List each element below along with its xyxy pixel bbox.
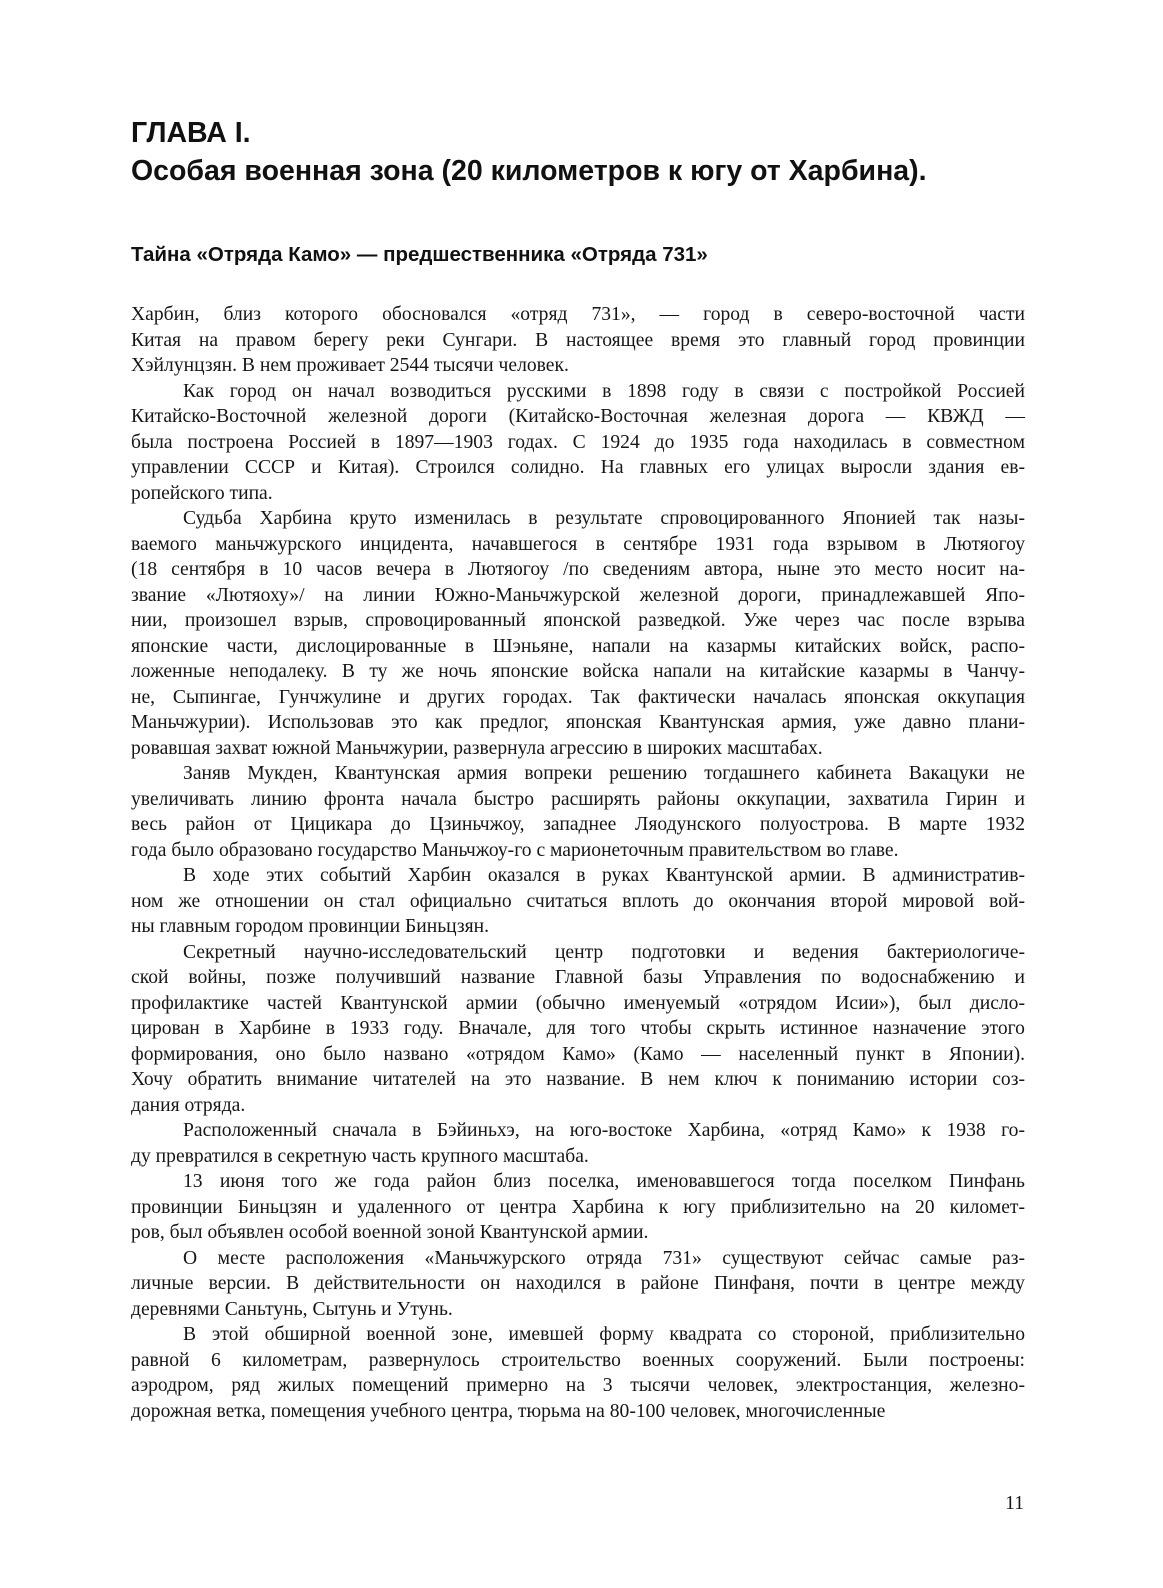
chapter-heading	[131, 114, 927, 190]
text-line: В этой обширной военной зоне, имевшей форму квадрата со стороной, приблизительно	[183, 1324, 1026, 1345]
text-line: ров, был объявлен особой военной зоной Квантунской армии.	[131, 1222, 649, 1243]
chapter-label: ГЛАВА I.	[131, 117, 251, 149]
text-line: Секретный научно-исследовательский центр подготовки и ведения бактериологиче-	[183, 941, 1025, 963]
text-line: весь район от Цицикара до Цзиньчжоу, западнее Ляодунского полуострова. В марте 1932	[131, 814, 1025, 835]
text-line: провинции Биньцзян и удаленного от центра Харбина к югу приблизительно на 20 километ-	[131, 1196, 1025, 1218]
text-line: равной 6 километрам, развернулось строительство военных сооружений. Были построены:	[131, 1349, 1025, 1371]
chapter-title: Особая военная зона (20 километров к югу от Харбина).	[131, 155, 927, 187]
text-line: Судьба Харбина круто изменилась в результате спровоцированного Японией так назы-	[183, 508, 1025, 529]
text-line: нии, произошел взрыв, спровоцированный японской разведкой. Уже через час после взрыва	[131, 610, 1025, 631]
text-line: аэродром, ряд жилых помещений примерно на 3 тысячи человек, электростанция, железно-	[131, 1375, 1025, 1396]
page-number: 11	[1005, 1493, 1024, 1514]
text-line: звание «Лютяоху»/ на линии Южно-Маньчжурской железной дороги, принадлежавшей Япо-	[131, 584, 1025, 606]
text-line: увеличивать линию фронта начала быстро расширять районы оккупации, захватила Гирин и	[131, 788, 1025, 810]
text-line: ложенные неподалеку. В ту же ночь японские войска напали на китайские казармы в Чанчу-	[131, 661, 1025, 682]
text-line: (18 сентября в 10 часов вечера в Лютяогоу /по сведениям автора, ныне это место носит на-	[131, 559, 1025, 580]
text-line: О месте расположения «Маньчжурского отряда 731» существуют сейчас самые раз-	[183, 1247, 1025, 1269]
text-line: В ходе этих событий Харбин оказался в руках Квантунской армии. В административ-	[183, 865, 1025, 886]
text-line: Харбин, близ которого обосновался «отряд 731», — город в северо-восточной части	[131, 304, 1025, 325]
text-line: была построена Россией в 1897—1903 годах. С 1924 до 1935 года находилась в совместном	[131, 431, 1025, 453]
text-line: Маньчжурии). Использовав это как предлог, японская Квантунская армия, уже давно плани-	[131, 712, 1025, 733]
text-line: ской войны, позже получивший название Главной базы Управления по водоснабжению и	[131, 967, 1025, 988]
text-line: Хэйлунцзян. В нем проживает 2544 тысячи человек.	[131, 355, 569, 376]
text-line: 13 июня того же года район близ поселка, именовавшегося тогда поселком Пинфань	[183, 1171, 1025, 1192]
text-line: управлении СССР и Китая). Строился солидно. На главных его улицах выросли здания ев-	[131, 457, 1025, 478]
text-line: цирован в Харбине в 1933 году. Вначале, для того чтобы скрыть истинное назначение этого	[131, 1018, 1025, 1039]
text-line: дорожная ветка, помещения учебного центра, тюрьма на 80-100 человек, многочисленные	[131, 1400, 886, 1422]
text-line: личные версии. В действительности он находился в районе Пинфаня, почти в центре между	[131, 1273, 1025, 1294]
text-line: не, Сыпингае, Гунчжулине и других городах. Так фактически началась японская оккупация	[131, 686, 1025, 708]
text-line: японские части, дислоцированные в Шэньяне, напали на казармы китайских войск, распо-	[131, 635, 1025, 657]
text-line: ваемого маньчжурского инцидента, начавшегося в сентябре 1931 года взрывом в Лютяогоу	[131, 533, 1025, 555]
text-line: Расположенный сначала в Бэйиньхэ, на юго-востоке Харбина, «отряд Камо» к 1938 го-	[183, 1120, 1025, 1141]
text-line: Заняв Мукден, Квантунская армия вопреки решению тогдашнего кабинета Вакацуки не	[183, 763, 1025, 784]
section-title: Тайна «Отряда Камо» — предшественника «Отряда 731»	[131, 243, 708, 266]
text-line: профилактике частей Квантунской армии (обычно именуемый «отрядом Исии»), был дисло-	[131, 992, 1025, 1014]
text-line: формирования, оно было названо «отрядом Камо» (Камо — населенный пункт в Японии).	[131, 1043, 1026, 1065]
text-line: Хочу обратить внимание читателей на это название. В нем ключ к пониманию истории соз-	[131, 1069, 1025, 1090]
body-text	[131, 302, 1025, 1424]
text-line: Китая на правом берегу реки Сунгари. В настоящее время это главный город провинции	[131, 329, 1025, 351]
text-line: дания отряда.	[131, 1094, 246, 1116]
text-line: ропейского типа.	[131, 482, 273, 504]
text-line: ду превратился в секретную часть крупного масштаба.	[131, 1145, 589, 1167]
text-line: Как город он начал возводиться русскими в 1898 году в связи с постройкой Россией	[183, 380, 1025, 402]
text-line: деревнями Саньтунь, Сытунь и Утунь.	[131, 1298, 453, 1320]
text-line: ровавшая захват южной Маньчжурии, развернула агрессию в широких масштабах.	[131, 737, 823, 759]
text-line: ном же отношении он стал официально считаться вплоть до окончания второй мировой вой-	[131, 890, 1025, 912]
text-line: года было образовано государство Маньчжоу-го с марионеточным правительством во главе.	[131, 839, 899, 861]
text-line: Китайско-Восточной железной дороги (Китайско-Восточная железная дорога — КВЖД —	[131, 406, 1025, 427]
text-line: ны главным городом провинции Биньцзян.	[131, 916, 490, 937]
